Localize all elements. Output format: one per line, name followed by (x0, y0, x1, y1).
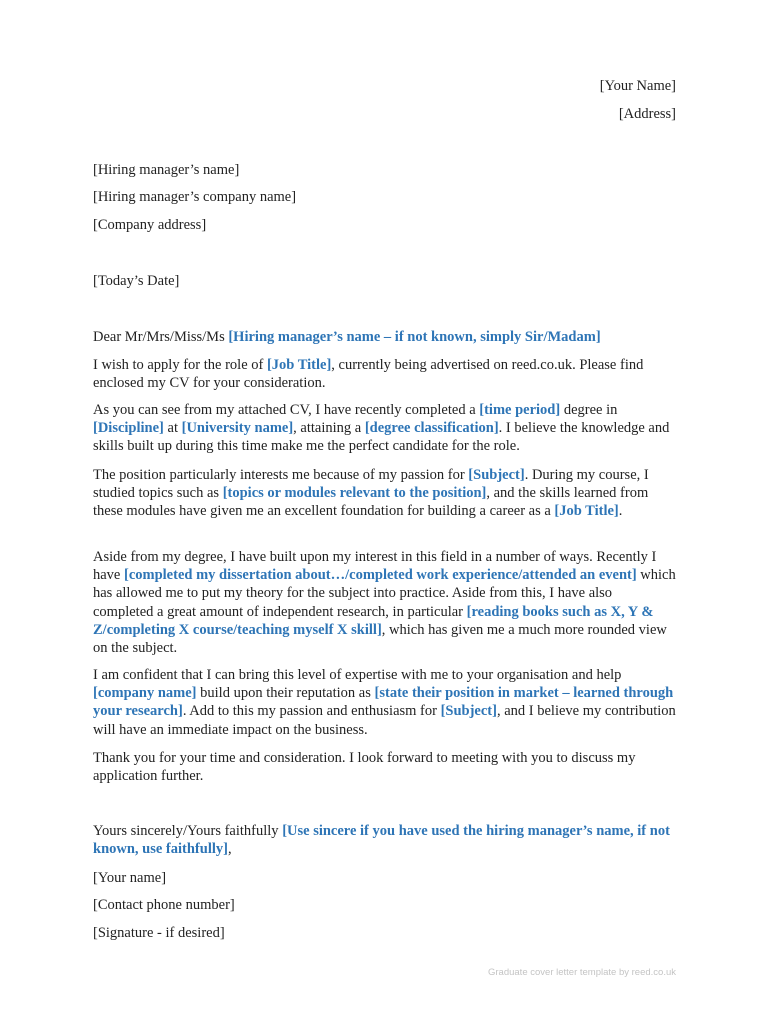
signature-phone: [Contact phone number] (93, 897, 235, 913)
p3-placeholder-topics: [topics or modules relevant to the position] (222, 485, 487, 502)
closing-text: Yours sincerely/Yours faithfully (93, 823, 283, 839)
p5-text-1: I am confident that I can bring this level of expertise with me to your organisation and help (93, 667, 622, 683)
p5-text-2: build upon their reputation as (196, 685, 375, 702)
p4-text-1: Aside from my degree, I have built upon my interest in this field in a number of ways. Recently I have (93, 549, 657, 584)
paragraph-5 (93, 666, 676, 739)
paragraph-2 (93, 401, 676, 456)
p3-text-4: . (618, 503, 623, 520)
paragraph-3 (93, 466, 676, 521)
signature-name: [Your name] (93, 870, 167, 886)
p1-placeholder-job-title: [Job Title] (266, 357, 332, 373)
footer-credit: Graduate cover letter template by reed.co.uk (488, 967, 676, 978)
paragraph-4 (93, 548, 676, 657)
salutation (93, 328, 601, 346)
p2-text-4: , attaining a (293, 420, 365, 437)
closing-placeholder: [Use sincere if you have used the hiring manager’s name, if not known, use faithfully] (93, 823, 670, 858)
p6-text-1: Thank you for your time and consideration. I look forward to meeting with you to discuss my application further. (93, 750, 636, 785)
p2-placeholder-degree-classification: [degree classification] (364, 420, 499, 437)
p1-text-1: I wish to apply for the role of (93, 357, 267, 373)
p5-placeholder-company: [company name] (93, 685, 197, 702)
p2-text-1: As you can see from my attached CV, I have recently completed a (93, 402, 480, 418)
salutation-prefix: Dear Mr/Mrs/Miss/Ms (93, 329, 229, 345)
paragraph-6 (93, 749, 676, 785)
p5-placeholder-subject: [Subject] (440, 703, 497, 720)
p1-text-2: , currently being advertised on reed.co.uk. Please find enclosed my CV for your consideration. (93, 357, 644, 392)
closing (93, 822, 676, 858)
p5-text-3: . Add to this my passion and enthusiasm for (182, 703, 441, 720)
p2-placeholder-discipline: [Discipline] (93, 420, 164, 437)
p5-placeholder-market-position: [state their position in market – learned through your research] (93, 685, 674, 720)
p3-text-1: The position particularly interests me because of my passion for (93, 467, 469, 483)
recipient-address: [Company address] (93, 217, 207, 233)
letter-page (93, 0, 676, 1024)
p5-text-4: , and I believe my contribution will have an immediate impact on the business. (93, 703, 676, 738)
p4-placeholder-research: [reading books such as X, Y & Z/completing X course/teaching myself X skill] (93, 603, 654, 638)
sender-address: [Address] (618, 106, 676, 122)
p3-text-3: , and the skills learned from these modules have given me an excellent foundation for building a career as a (93, 485, 649, 520)
closing-comma: , (227, 841, 232, 858)
p4-placeholder-experience: [completed my dissertation about…/completed work experience/attended an event] (124, 567, 637, 584)
p2-text-5: . I believe the knowledge and skills built up during this time make me the perfect candidate for the role. (93, 420, 670, 455)
p2-placeholder-time-period: [time period] (479, 402, 561, 418)
recipient-name: [Hiring manager’s name] (93, 162, 240, 178)
p3-text-2: . During my course, I studied topics such as (93, 467, 649, 502)
salutation-placeholder: [Hiring manager’s name – if not known, simply Sir/Madam] (228, 329, 601, 345)
p4-text-2: which has allowed me to put my theory for the subject into practice. Aside from this, I have also completed a great amount of independent research, in particular (93, 567, 676, 620)
sender-name: [Your Name] (599, 78, 676, 94)
p2-text-3: at (163, 420, 182, 437)
p2-text-2: degree in (560, 402, 618, 418)
p3-placeholder-job-title: [Job Title] (554, 503, 619, 520)
p4-text-3: , which has given me a much more rounded view on the subject. (93, 621, 667, 657)
letter-date: [Today’s Date] (93, 273, 180, 289)
p2-placeholder-university: [University name] (181, 420, 294, 437)
paragraph-1 (93, 356, 676, 392)
recipient-company: [Hiring manager’s company name] (93, 189, 297, 205)
p3-placeholder-subject: [Subject] (468, 467, 525, 483)
signature-line: [Signature - if desired] (93, 925, 225, 941)
